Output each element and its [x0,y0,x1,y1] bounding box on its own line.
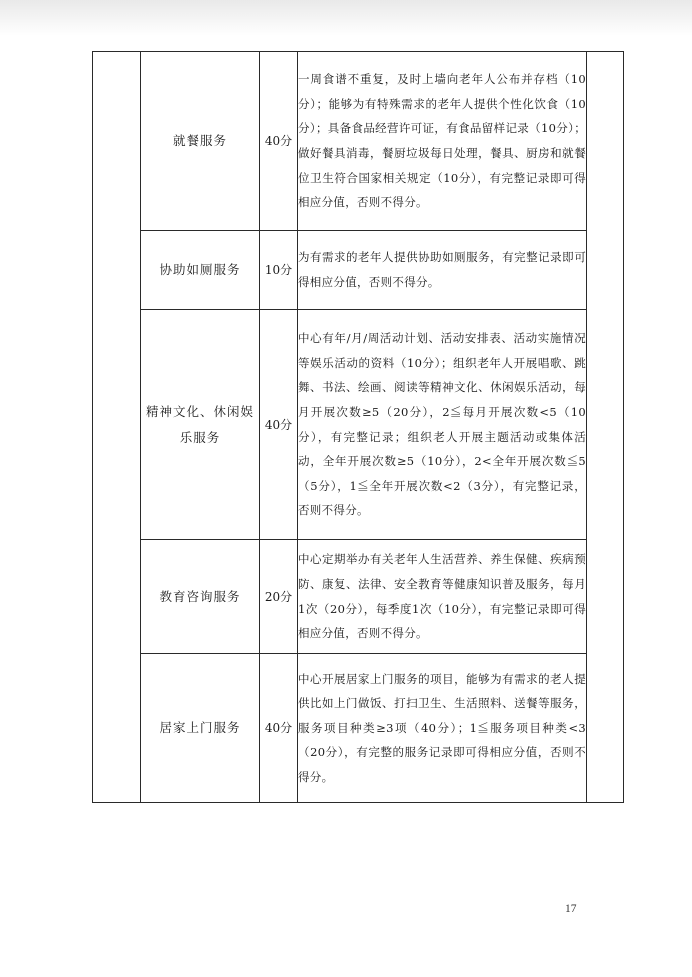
service-score: 40分 [260,310,298,540]
service-item-name: 协助如厕服务 [141,231,260,310]
service-score: 10分 [260,231,298,310]
table-row [93,310,624,540]
scoring-criteria: 一周食谱不重复，及时上墙向老年人公布并存档（10分）；能够为有特殊需求的老年人提供个性化饮食（10分）；具备食品经营许可证，有食品留样记录（10分）；做好餐具消毒，餐厨垃圾每日处理，餐具、厨房和就餐位卫生符合国家相关规定（10分），有完整记录即可得相应分值，否则不得分。 [298,52,587,231]
scoring-criteria: 中心开展居家上门服务的项目，能够为有需求的老人提供比如上门做饭、打扫卫生、生活照料、送餐等服务，服务项目种类≥3项（40分）；1≦服务项目种类<3（20分），有完整的服务记录即可得相应分值，否则不得分。 [298,654,587,803]
table-row [93,231,624,310]
service-item-name: 教育咨询服务 [141,540,260,654]
page-number: 17 [565,903,577,915]
service-score: 20分 [260,540,298,654]
scoring-criteria: 为有需求的老年人提供协助如厕服务，有完整记录即可得相应分值，否则不得分。 [298,231,587,310]
table-row [93,52,624,231]
table-row [93,654,624,803]
service-item-name: 居家上门服务 [141,654,260,803]
remarks-cell [587,52,624,803]
service-item-name: 就餐服务 [141,52,260,231]
scan-top-shadow [0,0,692,36]
scoring-criteria: 中心定期举办有关老年人生活营养、养生保健、疾病预防、康复、法律、安全教育等健康知识普及服务，每月1次（20分），每季度1次（10分），有完整记录即可得相应分值，否则不得分。 [298,540,587,654]
service-item-name: 精神文化、休闲娱乐服务 [141,310,260,540]
scoring-table [92,51,624,803]
service-score: 40分 [260,52,298,231]
service-score: 40分 [260,654,298,803]
table-row [93,540,624,654]
scoring-criteria: 中心有年/月/周活动计划、活动安排表、活动实施情况等娱乐活动的资料（10分）；组织老年人开展唱歌、跳舞、书法、绘画、阅读等精神文化、休闲娱乐活动，每月开展次数≥5（20分），2≦每月开展次数<5（10分），有完整记录；组织老人开展主题活动或集体活动，全年开展次数≥5（10分），2<全年开展次数≦5（5分），1≦全年开展次数<2（3分），有完整记录，否则不得分。 [298,310,587,540]
category-cell [93,52,141,803]
